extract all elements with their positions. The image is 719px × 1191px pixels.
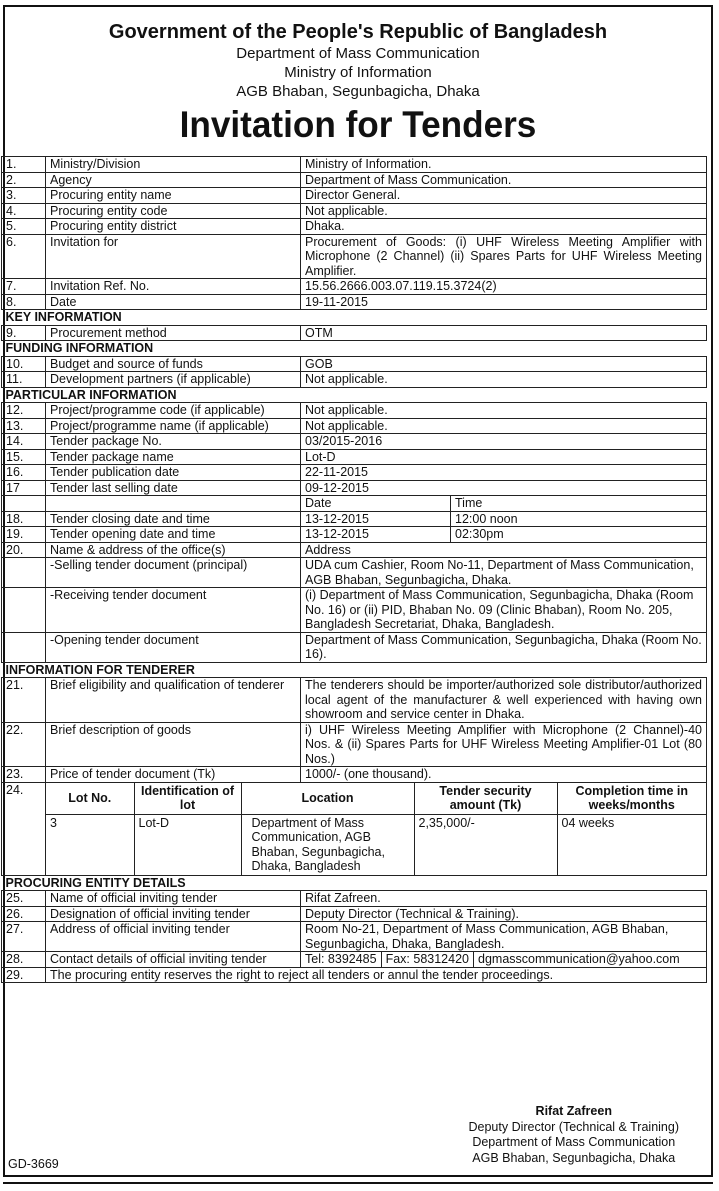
- lot-cell: Lot-D: [134, 814, 241, 875]
- table-row: [2, 188, 707, 204]
- item-number: 5.: [2, 219, 46, 235]
- lot-column-header: Completion time in weeks/months: [557, 783, 706, 815]
- lot-column-header: Identification of lot: [134, 783, 241, 815]
- item-label: Tender last selling date: [46, 480, 301, 496]
- item-value: Not applicable.: [301, 403, 707, 419]
- table-row: [2, 678, 707, 723]
- lot-cell: 3: [46, 814, 134, 875]
- item-label: Tender publication date: [46, 465, 301, 481]
- contact-email: dgmasscommunication@yahoo.com: [478, 952, 680, 966]
- item-label: Procuring entity code: [46, 203, 301, 219]
- office-row: [2, 632, 707, 662]
- item-number: 3.: [2, 188, 46, 204]
- item-number: 29.: [2, 967, 46, 983]
- table-row: [2, 722, 707, 767]
- item-value: i) UHF Wireless Meeting Amplifier with Microphone (2 Channel)-40 Nos. & (ii) Spares Parts for UHF Wireless Meeting Amplifier-01 Lot (80 Nos.): [301, 722, 707, 767]
- item-number: 14.: [2, 434, 46, 450]
- tender-table-wrapper: [1, 156, 707, 983]
- item-number: 22.: [2, 722, 46, 767]
- item-number: 13.: [2, 418, 46, 434]
- table-row: [2, 511, 707, 527]
- item-number: 8.: [2, 294, 46, 310]
- lot-row: [46, 814, 706, 875]
- item-value: 03/2015-2016: [301, 434, 707, 450]
- item-label: Project/programme code (if applicable): [46, 403, 301, 419]
- signature-block: [469, 1104, 680, 1166]
- item-label: Procuring entity name: [46, 188, 301, 204]
- office-address: Department of Mass Communication, Segunbagicha, Dhaka (Room No. 16).: [301, 632, 707, 662]
- lot-table-row: [2, 782, 707, 875]
- gd-code: GD-3669: [8, 1157, 59, 1171]
- item-label: Name of official inviting tender: [46, 891, 301, 907]
- item-value: 19-11-2015: [301, 294, 707, 310]
- bottom-rule: [3, 1182, 713, 1184]
- time-value: 12:00 noon: [451, 511, 707, 527]
- table-row: [2, 906, 707, 922]
- date-header: Date: [301, 496, 451, 512]
- item-label: Ministry/Division: [46, 157, 301, 173]
- item-label: Contact details of official inviting tender: [46, 952, 301, 968]
- table-row: [2, 891, 707, 907]
- item-label: Date: [46, 294, 301, 310]
- datetime-header-row: [2, 496, 707, 512]
- item-number: 23.: [2, 767, 46, 783]
- table-row: [2, 542, 707, 558]
- table-row: [2, 403, 707, 419]
- header-address: AGB Bhaban, Segunbagicha, Dhaka: [236, 83, 480, 100]
- page-title: Invitation for Tenders: [179, 104, 537, 145]
- item-label: Agency: [46, 172, 301, 188]
- contact-row: [2, 952, 707, 968]
- office-label: -Opening tender document: [46, 632, 301, 662]
- ministry-name: Ministry of Information: [284, 64, 432, 81]
- table-row: [2, 279, 707, 295]
- item-number: 4.: [2, 203, 46, 219]
- item-label: Budget and source of funds: [46, 356, 301, 372]
- item-label: Price of tender document (Tk): [46, 767, 301, 783]
- item-value: Ministry of Information.: [301, 157, 707, 173]
- table-row: [2, 465, 707, 481]
- item-value: Not applicable.: [301, 372, 707, 388]
- item-label: Procurement method: [46, 325, 301, 341]
- item-number: 16.: [2, 465, 46, 481]
- table-row: [2, 449, 707, 465]
- item-label: Designation of official inviting tender: [46, 906, 301, 922]
- item-value: Director General.: [301, 188, 707, 204]
- office-row: [2, 588, 707, 633]
- table-row: [2, 294, 707, 310]
- item-value: Rifat Zafreen.: [301, 891, 707, 907]
- contact-fax: Fax: 58312420: [382, 952, 474, 967]
- signatory-name: Rifat Zafreen: [535, 1104, 612, 1118]
- section-heading: [2, 662, 707, 678]
- item-value: 1000/- (one thousand).: [301, 767, 707, 783]
- item-value: GOB: [301, 356, 707, 372]
- item-label: Tender closing date and time: [46, 511, 301, 527]
- empty-cell: [2, 588, 46, 633]
- item-value: Procurement of Goods: (i) UHF Wireless Meeting Amplifier with Microphone (2 Channel) (ii) Spares Parts for UHF Wireless Meeting Amplifier.: [301, 234, 707, 279]
- office-row: [2, 558, 707, 588]
- table-row: [2, 172, 707, 188]
- item-value: OTM: [301, 325, 707, 341]
- item-value: Department of Mass Communication.: [301, 172, 707, 188]
- department-name: Department of Mass Communication: [236, 45, 480, 62]
- item-label: Address of official inviting tender: [46, 922, 301, 952]
- item-number: 27.: [2, 922, 46, 952]
- table-row: [2, 325, 707, 341]
- lot-column-header: Location: [241, 783, 414, 815]
- item-label: Invitation for: [46, 234, 301, 279]
- table-row: [2, 356, 707, 372]
- item-label: Tender package name: [46, 449, 301, 465]
- section-title: INFORMATION FOR TENDERER: [2, 662, 707, 678]
- item-number: 15.: [2, 449, 46, 465]
- signatory-designation: Deputy Director (Technical & Training): [468, 1119, 679, 1134]
- empty-cell: [2, 558, 46, 588]
- item-value: Not applicable.: [301, 418, 707, 434]
- table-row: [2, 527, 707, 543]
- item-number: 19.: [2, 527, 46, 543]
- item-label: Procuring entity district: [46, 219, 301, 235]
- table-row: [2, 967, 707, 983]
- lot-column-header: Lot No.: [46, 783, 134, 815]
- lot-column-header: Tender security amount (Tk): [414, 783, 557, 815]
- time-header: Time: [451, 496, 707, 512]
- item-value: Not applicable.: [301, 203, 707, 219]
- lot-cell: 2,35,000/-: [414, 814, 557, 875]
- item-value: 09-12-2015: [301, 480, 707, 496]
- item-number: 24.: [2, 782, 46, 875]
- signatory-address: AGB Bhaban, Segunbagicha, Dhaka: [472, 1150, 676, 1165]
- item-number: 21.: [2, 678, 46, 723]
- table-row: [2, 234, 707, 279]
- office-label: -Receiving tender document: [46, 588, 301, 633]
- item-number: 20.: [2, 542, 46, 558]
- section-heading: [2, 341, 707, 357]
- item-value: Lot-D: [301, 449, 707, 465]
- item-text: The procuring entity reserves the right to reject all tenders or annul the tender proceedings.: [46, 967, 707, 983]
- item-number: 26.: [2, 906, 46, 922]
- table-row: [2, 372, 707, 388]
- item-number: 6.: [2, 234, 46, 279]
- section-heading: [2, 310, 707, 326]
- item-value: 22-11-2015: [301, 465, 707, 481]
- item-value: Dhaka.: [301, 219, 707, 235]
- item-value: 15.56.2666.003.07.119.15.3724(2): [301, 279, 707, 295]
- empty-cell: [2, 496, 46, 512]
- office-address: (i) Department of Mass Communication, Segunbagicha, Dhaka (Room No. 16) or (ii) PID, Bhaban No. 09 (Clinic Bhaban), Room No. 205, Bangladesh Secretariat, Dhaka, Bangladesh.: [301, 588, 707, 633]
- table-row: [2, 203, 707, 219]
- table-row: [2, 219, 707, 235]
- section-title: PARTICULAR INFORMATION: [2, 387, 707, 403]
- lot-cell: Department of Mass Communication, AGB Bhaban, Segunbagicha, Dhaka, Bangladesh: [241, 814, 414, 875]
- table-row: [2, 480, 707, 496]
- section-heading: [2, 387, 707, 403]
- item-label: Project/programme name (if applicable): [46, 418, 301, 434]
- date-value: 13-12-2015: [301, 511, 451, 527]
- office-label: -Selling tender document (principal): [46, 558, 301, 588]
- section-title: FUNDING INFORMATION: [2, 341, 707, 357]
- table-row: [2, 157, 707, 173]
- lot-table: [46, 783, 706, 875]
- item-number: 28.: [2, 952, 46, 968]
- lot-table-cell: [46, 782, 707, 875]
- item-number: 1.: [2, 157, 46, 173]
- empty-cell: [2, 632, 46, 662]
- lot-cell: 04 weeks: [561, 815, 615, 830]
- item-number: 9.: [2, 325, 46, 341]
- government-name: Government of the People's Republic of Bangladesh: [108, 21, 608, 43]
- item-value: Address: [301, 542, 707, 558]
- item-value: The tenderers should be importer/authorized sole distributor/authorized local agent of the manufacturer & well experienced with having own showroom and service center in Dhaka.: [301, 678, 707, 723]
- item-value: Deputy Director (Technical & Training).: [301, 906, 707, 922]
- section-title: PROCURING ENTITY DETAILS: [2, 875, 707, 891]
- section-title: KEY INFORMATION: [2, 310, 707, 326]
- table-row: [2, 418, 707, 434]
- item-label: Invitation Ref. No.: [46, 279, 301, 295]
- item-label: Brief eligibility and qualification of tenderer: [46, 678, 301, 723]
- empty-cell: [46, 496, 301, 512]
- date-value: 13-12-2015: [301, 527, 451, 543]
- table-row: [2, 922, 707, 952]
- contact-details: [301, 952, 707, 968]
- office-address: UDA cum Cashier, Room No-11, Department of Mass Communication, AGB Bhaban, Segunbagicha, Dhaka.: [301, 558, 707, 588]
- item-number: 17: [2, 480, 46, 496]
- tender-table: [1, 156, 707, 983]
- table-row: [2, 767, 707, 783]
- section-heading: [2, 875, 707, 891]
- signatory-department: Department of Mass Communication: [472, 1135, 676, 1149]
- item-label: Brief description of goods: [46, 722, 301, 767]
- item-label: Tender opening date and time: [46, 527, 301, 543]
- item-label: Development partners (if applicable): [46, 372, 301, 388]
- item-number: 7.: [2, 279, 46, 295]
- header: [5, 20, 711, 146]
- item-number: 11.: [2, 372, 46, 388]
- table-row: [2, 434, 707, 450]
- item-label: Tender package No.: [46, 434, 301, 450]
- item-number: 18.: [2, 511, 46, 527]
- contact-tel: Tel: 8392485: [301, 952, 382, 967]
- item-number: 10.: [2, 356, 46, 372]
- item-number: 2.: [2, 172, 46, 188]
- item-number: 25.: [2, 891, 46, 907]
- time-value: 02:30pm: [451, 527, 707, 543]
- item-value: Room No-21, Department of Mass Communication, AGB Bhaban, Segunbagicha, Dhaka, Bangladesh.: [301, 922, 707, 952]
- item-number: 12.: [2, 403, 46, 419]
- item-label: Name & address of the office(s): [46, 542, 301, 558]
